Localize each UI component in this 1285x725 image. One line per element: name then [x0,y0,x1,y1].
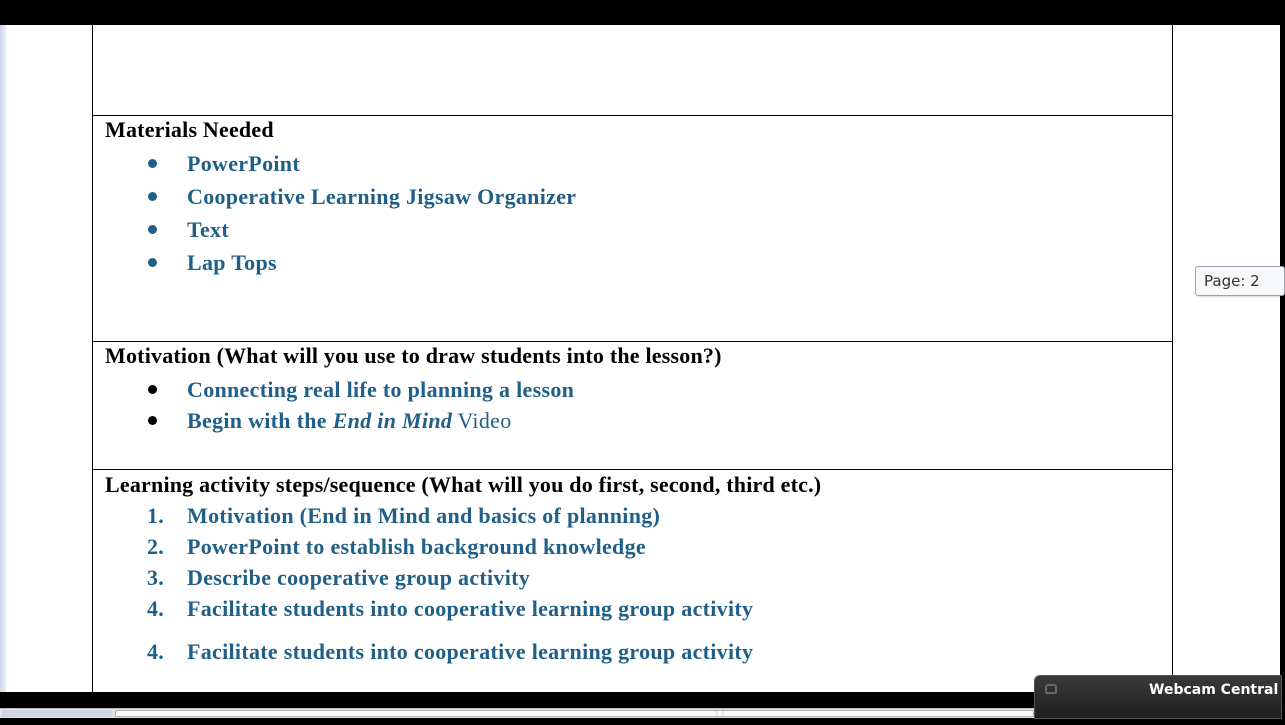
scroll-thumb[interactable] [115,710,1034,717]
bullet-icon [148,159,157,168]
row-divider [93,341,1172,342]
materials-heading: Materials Needed [105,117,274,142]
lock-icon [1045,684,1057,694]
page-indicator: Page: 2 [1195,266,1285,296]
learning-heading: Learning activity steps/sequence (What will you do first, second, third etc.) [105,472,822,497]
webcam-title: Webcam Central [1149,682,1279,698]
motivation-heading: Motivation (What will you use to draw students into the lesson?) [105,343,722,368]
lesson-plan-table: Materials Needed PowerPoint Cooperative Learning Jigsaw Organizer Text Lap Tops Motivation (What will you use to draw students into the lesson?) Connecting real life to planning a lesson Begin with the End in Mind Video Learning activity steps/sequence (What will you do first, second, third etc.) 1. Motivation (End in Mind and basics of planning) 2. PowerPoint to establish background knowledge 3. Describe cooperative group activity 4. Facilitate students into cooperative learning group activity 4. Facilitate students into cooperative learning group activity [92,25,1173,725]
scroll-track[interactable] [2,710,112,717]
webcam-panel[interactable] [1034,675,1282,719]
row-divider [93,115,1172,116]
bullet-icon [148,258,157,267]
horizontal-scrollbar[interactable] [0,708,1034,718]
bullet-icon [148,385,157,394]
window-edge [0,25,6,692]
bullet-icon [148,416,157,425]
grip-icon: ⋮⋮ [714,710,726,717]
bullet-icon [148,192,157,201]
row-divider [93,469,1172,470]
bullet-icon [148,225,157,234]
document-view [0,25,1280,717]
